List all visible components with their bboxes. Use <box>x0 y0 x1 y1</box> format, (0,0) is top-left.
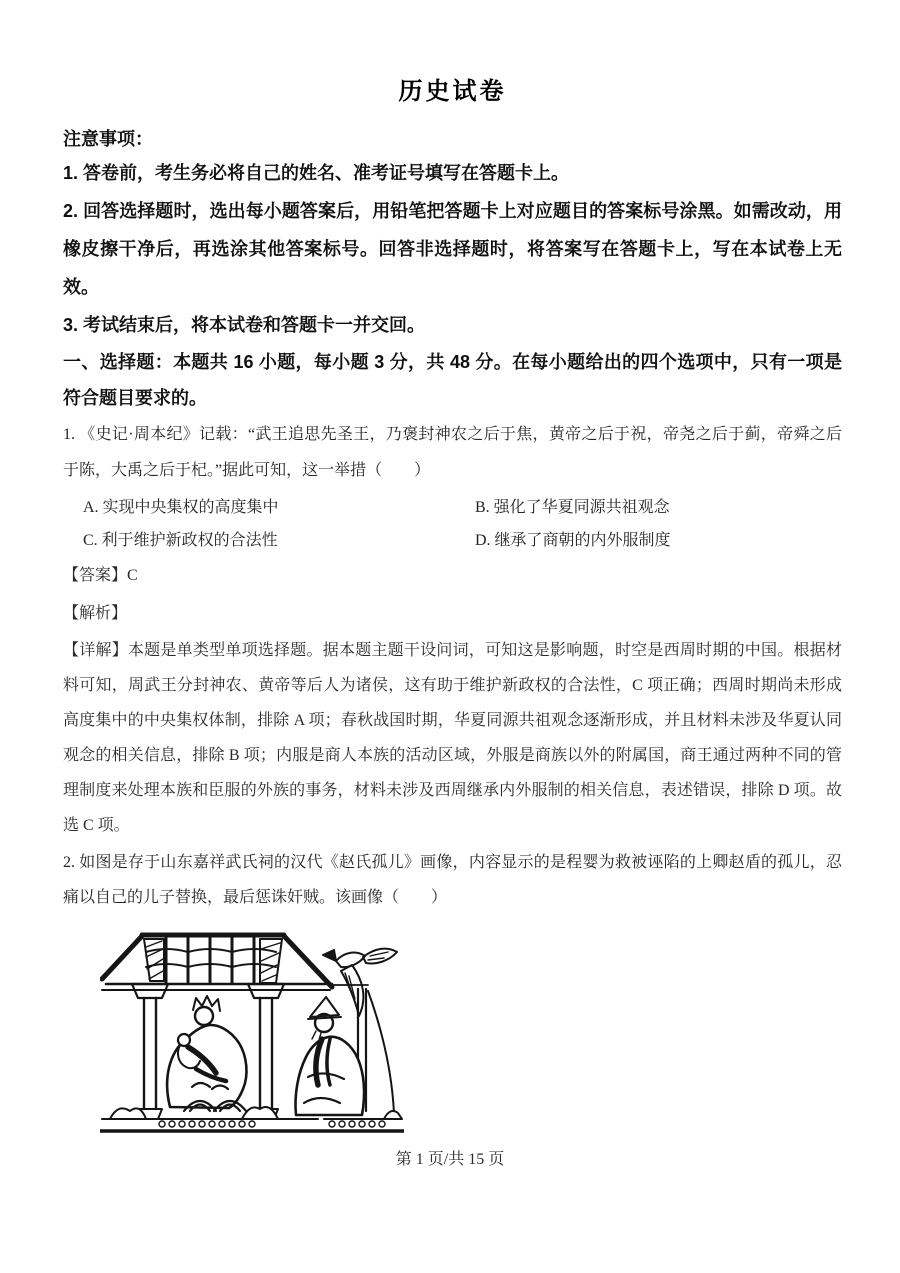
option-c: C. 利于维护新政权的合法性 <box>83 532 278 549</box>
detail-paragraph <box>63 633 842 843</box>
section-heading-choice-questions: 一、选择题：本题共 16 小题，每小题 3 分，共 48 分。在每小题给出的四个选项中，只有一项是符合题目要求的。 <box>63 352 842 408</box>
question-2-image <box>100 927 404 1139</box>
detail-label: 【详解】 <box>63 642 128 659</box>
option-a: A. 实现中央集权的高度集中 <box>83 499 279 516</box>
option-d: D. 继承了商朝的内外服制度 <box>475 532 671 549</box>
question-2-stem: 2. 如图是存于山东嘉祥武氏祠的汉代《赵氏孤儿》画像，内容显示的是程婴为救被诬陷的上卿赵盾的孤儿，忍痛以自己的儿子替换，最后惩诛奸贼。该画像（ ） <box>63 854 842 906</box>
answer-line <box>63 557 842 595</box>
detail-text: 本题是单类型单项选择题。据本题主题干设问词，可知这是影响题，时空是西周时期的中国。根据材料可知，周武王分封神农、黄帝等后人为诸侯，这有助于维护新政权的合法性，C 项正确；西周时期尚未形成高度集中的中央集权体制，排除 A 项；春秋战国时期，华夏同源共祖观念逐渐形成，并且材料未涉及华夏认同观念的相关信息，排除 B 项；内服是商人本族的活动区域，外服是商族以外的附属国，商王通过两种不同的管理制度来处理本族和臣服的外族的事务，材料未涉及西周继承内外服制的相关信息，表述错误，排除 D 项。故选 C 项。 <box>63 642 842 834</box>
page-content <box>63 0 842 1139</box>
notice-item-2: 2. 回答选择题时，选出每小题答案后，用铅笔把答题卡上对应题目的答案标号涂黑。如需改动，用橡皮擦干净后，再选涂其他答案标号。回答非选择题时，将答案写在答题卡上，写在本试卷上无效。 <box>63 201 842 297</box>
question-1-options <box>63 491 842 557</box>
notices-heading: 注意事项： <box>63 129 153 149</box>
answer-label: 【答案】 <box>63 567 128 584</box>
question-1 <box>63 417 842 843</box>
option-b: B. 强化了华夏同源共祖观念 <box>475 499 670 516</box>
notice-item-3: 3. 考试结束后，将本试卷和答题卡一并交回。 <box>63 315 426 335</box>
analysis-line <box>63 595 842 633</box>
page-footer: 第 1 页/共 15 页 <box>395 1151 505 1168</box>
answer-value: C <box>127 567 138 584</box>
analysis-label: 【解析】 <box>63 605 128 622</box>
han-stone-relief-image <box>100 927 404 1139</box>
notice-item-1: 1. 答卷前，考生务必将自己的姓名、准考证号填写在答题卡上。 <box>63 163 570 183</box>
question-2 <box>63 845 842 1139</box>
question-1-stem: 1. 《史记·周本纪》记载：“武王追思先圣王，乃褒封神农之后于焦，黄帝之后于祝，帝尧之后于蓟，帝舜之后于陈，大禹之后于杞。”据此可知，这一举措（ ） <box>63 426 842 479</box>
page-title: 历史试卷 <box>398 78 507 105</box>
